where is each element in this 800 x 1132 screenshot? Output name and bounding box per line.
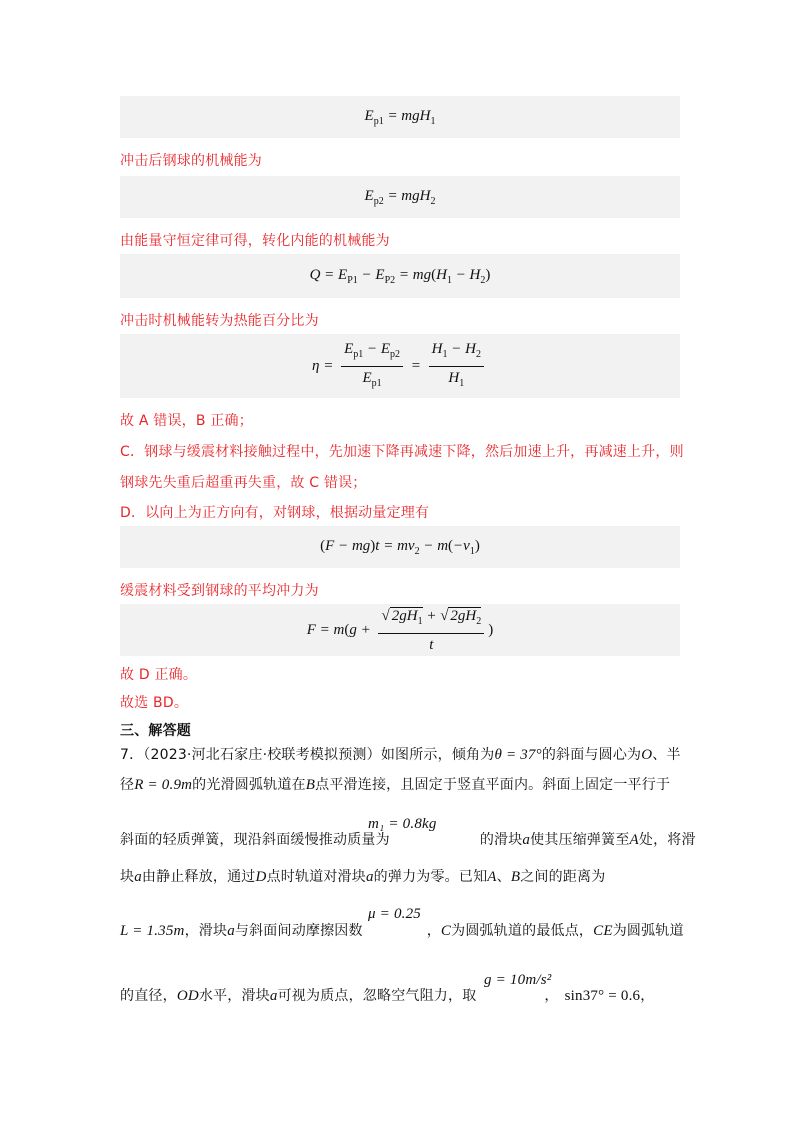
var-OD: OD [176, 988, 199, 1004]
mu-value: μ = 0.25 [368, 906, 422, 922]
var-B: B [510, 869, 521, 885]
problem-text: ， [544, 988, 559, 1004]
explanation-line-2: 由能量守恒定律可得，转化内能的机械能为 [120, 233, 390, 249]
problem-text: ，滑块 [184, 923, 228, 939]
explanation-line-7: D．以向上为正方向有，对钢球，根据动量定理有 [120, 505, 430, 521]
problem-text: 斜面的轻质弹簧，现沿斜面缓慢推动质量为 [120, 832, 390, 848]
radius-value: R = 0.9m [134, 777, 193, 793]
formula-force-text: F = m(g + $\frac{√ 2gH_1 + √ 2gH_2}{t}$ ) [306, 607, 494, 653]
problem-line-1 [120, 744, 681, 764]
problem-text: 为圆弧轨道 [612, 923, 684, 939]
formula-eta [120, 334, 680, 398]
formula-force [120, 604, 680, 656]
problem-text: 的弹力为零。已知 [373, 869, 488, 885]
problem-text: 处，将滑 [638, 832, 696, 848]
problem-text: 的斜面与圆心为 [541, 747, 642, 763]
formula-momentum [120, 526, 680, 568]
theta-value: θ = 37° [494, 747, 542, 763]
problem-text: ， [640, 988, 655, 1004]
length-value: L = 1.35m [120, 923, 185, 939]
var-D: D [255, 869, 267, 885]
problem-text: 径 [120, 777, 135, 793]
problem-text: 的直径， [120, 988, 177, 1004]
problem-text: 的光滑圆弧轨道在 [192, 777, 306, 793]
formula-ep1-text: $E_{p1} = mgH_1$ [364, 107, 436, 127]
var-B: B [305, 777, 316, 793]
var-A: A [487, 869, 497, 885]
problem-text: 为圆弧轨道的最低点， [451, 923, 594, 939]
mass-value: m₁ = 0.8kg [368, 816, 437, 832]
problem-text: 由静止释放，通过 [141, 869, 256, 885]
explanation-line-9: 故 D 正确。 [120, 667, 198, 683]
explanation-line-10: 故选 BD。 [120, 695, 189, 711]
formula-ep1 [120, 96, 680, 138]
problem-text: 块 [120, 869, 135, 885]
problem-text: 之间的距离为 [520, 869, 606, 885]
problem-text: 使其压缩弹簧至 [530, 832, 630, 848]
problem-text: 可视为质点，忽略空气阻力，取 [277, 988, 477, 1004]
var-a: a [269, 988, 278, 1004]
explanation-line-8: 缓震材料受到钢球的平均冲力为 [120, 583, 319, 599]
var-O: O [641, 747, 653, 763]
problem-text: ， [426, 923, 441, 939]
formula-ep2 [120, 176, 680, 218]
problem-line-3 [120, 829, 696, 849]
problem-line-5 [120, 920, 684, 940]
formula-q-text: $Q = E_{P1} - E_{P2} = mg(H_1 - H_2)$ [309, 266, 491, 286]
problem-text: 点平滑连接，且固定于竖直平面内。斜面上固定一平行于 [315, 777, 671, 793]
problem-text: 、半 [652, 747, 681, 763]
explanation-line-1: 冲击后钢球的机械能为 [120, 153, 262, 169]
problem-line-6 [120, 985, 654, 1005]
var-a: a [227, 923, 235, 939]
problem-text: 的滑块 [479, 832, 523, 848]
formula-momentum-text: $(F - mg)t = mv_2 - m(-v_1)$ [320, 537, 480, 557]
explanation-line-3: 冲击时机械能转为热能百分比为 [120, 313, 319, 329]
problem-text: 点时轨道对滑块 [266, 869, 366, 885]
explanation-line-4: 故 A 错误，B 正确； [120, 413, 253, 429]
problem-line-4 [120, 866, 605, 886]
var-a: a [522, 832, 531, 848]
var-a: a [134, 869, 142, 885]
var-a: a [365, 869, 374, 885]
section-heading: 三、解答题 [120, 723, 191, 739]
explanation-line-5: C．钢球与缓震材料接触过程中，先加速下降再减速下降，然后加速上升，再减速上升，则 [120, 444, 684, 460]
formula-ep2-text: $E_{p2} = mgH_2$ [364, 187, 436, 207]
var-C: C [440, 923, 452, 939]
problem-text: 水平，滑块 [198, 988, 270, 1004]
var-CE: CE [593, 923, 613, 939]
problem-text: 与斜面间动摩擦因数 [234, 923, 363, 939]
problem-text: 、 [496, 869, 511, 885]
g-value: g = 10m/s² [484, 972, 552, 988]
formula-eta-text: η = $\frac{E_{p1} - E_{p2}}{E_{p1}}$ = $\frac{H_1 - H_2}{H_1}$ [312, 340, 488, 393]
problem-text: 7．（2023·河北石家庄·校联考模拟预测）如图所示，倾角为 [120, 747, 495, 763]
sin-value: sin37° = 0.6 [564, 988, 641, 1004]
formula-q [120, 254, 680, 298]
var-A: A [629, 832, 639, 848]
explanation-line-6: 钢球先失重后超重再失重，故 C 错误； [120, 475, 367, 491]
problem-line-2 [120, 774, 670, 794]
